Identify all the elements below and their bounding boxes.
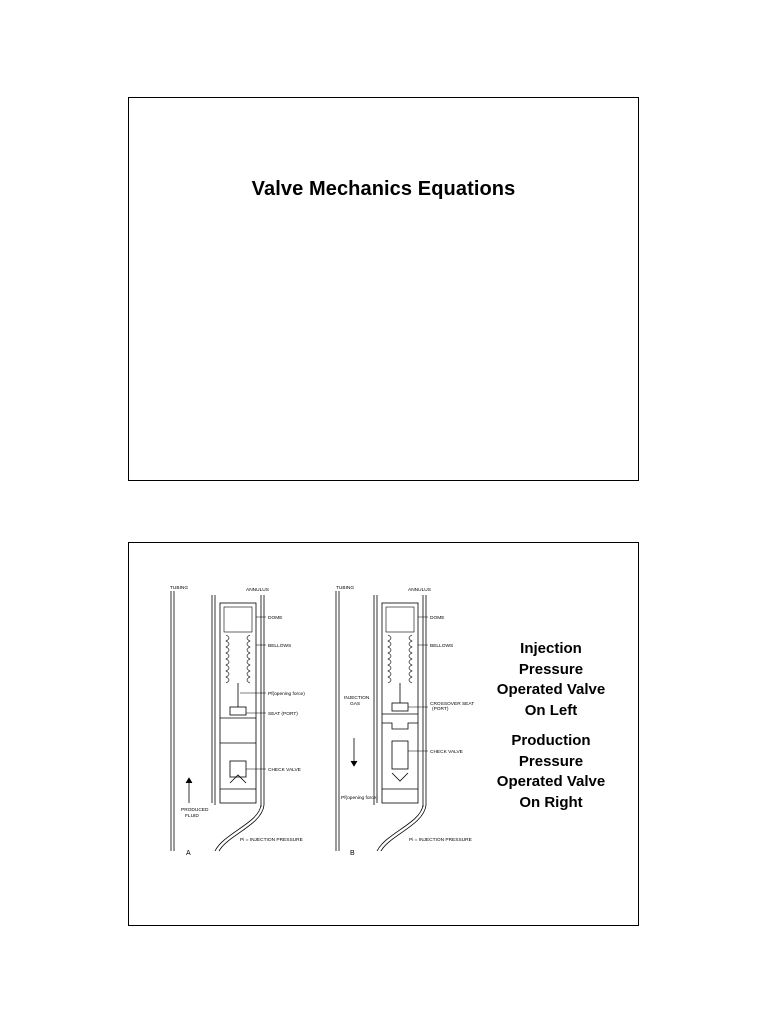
label-b-annulus: ANNULUS [408,588,431,593]
injection-valve-caption [481,639,621,721]
label-a-annulus: ANNULUS [246,588,269,593]
caption-line: Operated Valve [496,773,606,790]
label-b-crossover-seat: CROSSOVER SEAT [430,702,475,707]
caption-line: Pressure [518,752,584,770]
label-b-opening-force: Pf(opening force) [341,796,378,801]
label-b-dome: DOME [430,616,445,621]
label-b-injection: INJECTION [344,696,370,701]
label-b-injection-pressure: Pi = INJECTION PRESSURE [409,838,472,843]
label-a-injection-pressure: Pi = INJECTION PRESSURE [240,838,303,843]
gas-lift-valve-diagram [164,583,484,863]
caption-line: On Left [524,701,578,719]
label-a-tubing: TUBING [170,586,189,591]
label-a-bellows: BELLOWS [268,644,292,649]
label-panel-b: B [350,850,355,857]
caption-line: Injection [520,640,582,657]
slide-title: Valve Mechanics Equations [251,178,516,200]
caption-line: Production [511,732,591,749]
label-b-gas: GAS [350,702,361,707]
label-b-tubing: TUBING [336,586,355,591]
caption-line: Pressure [518,660,584,678]
caption-line: On Right [519,793,583,811]
label-panel-a: A [186,850,191,857]
label-b-bellows: BELLOWS [430,644,454,649]
label-a-fluid: FLUID [185,814,199,819]
label-b-check-valve: CHECK VALVE [430,750,463,755]
label-a-dome: DOME [268,616,283,621]
label-a-check-valve: CHECK VALVE [268,768,301,773]
slide-title-page [128,97,639,481]
production-valve-caption [481,731,621,813]
label-a-opening-force: Pf(opening force) [268,692,305,697]
label-a-produced: PRODUCED [181,808,209,813]
slide-valve-diagram [128,542,639,926]
label-b-port: (PORT) [432,707,449,712]
label-a-seat: SEAT (PORT) [268,712,298,717]
caption-line: Operated Valve [496,681,606,698]
